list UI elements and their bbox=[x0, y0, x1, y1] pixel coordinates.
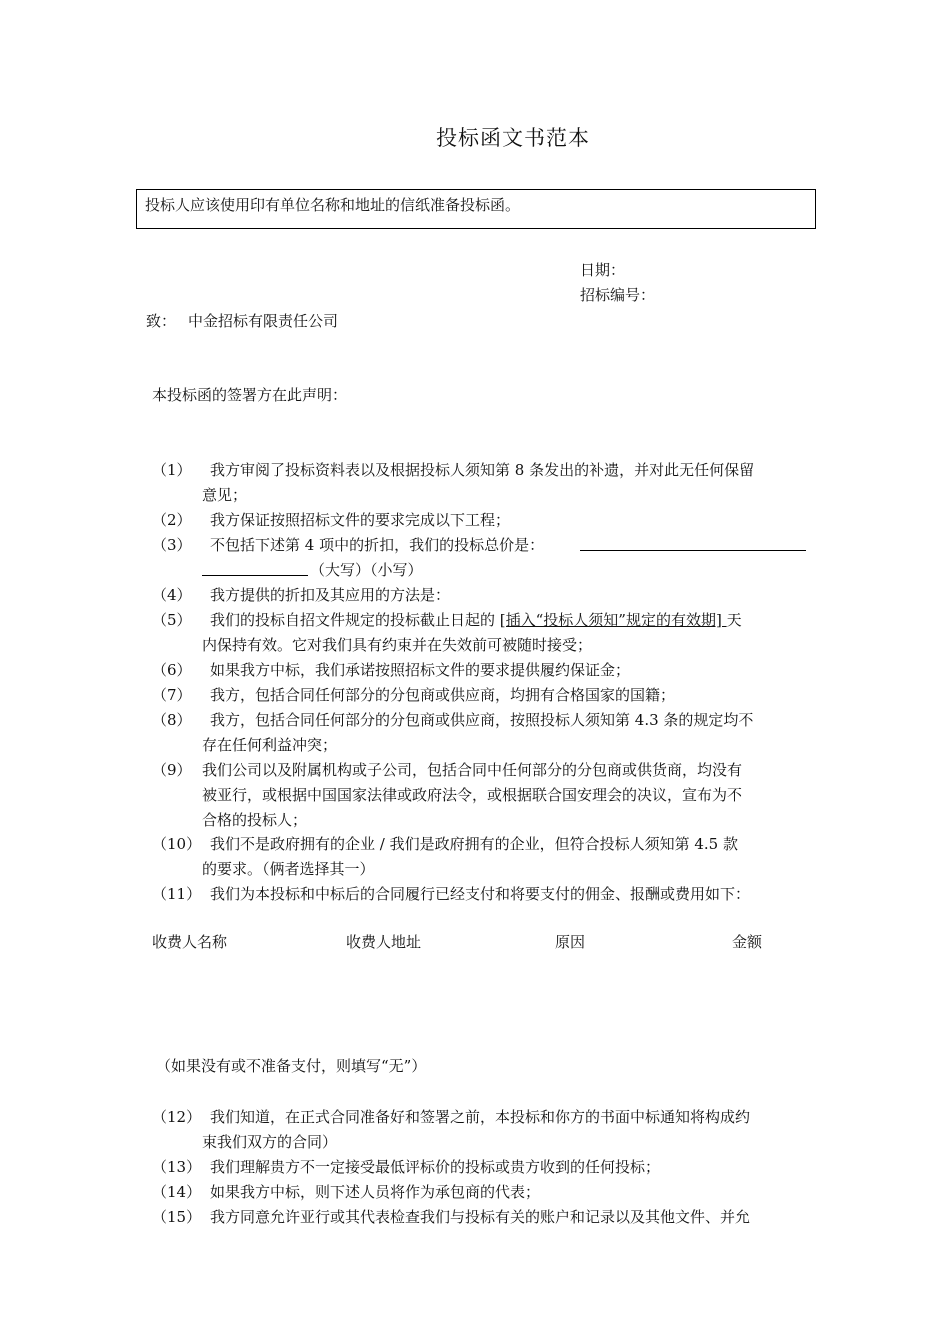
clause-text-cont: （大写）（小写） bbox=[310, 561, 423, 579]
clause-number: （11） bbox=[152, 885, 202, 903]
clause-text: 我们知道，在正式合同准备好和签署之前，本投标和你方的书面中标通知将构成约 bbox=[210, 1108, 751, 1126]
clause-text-cont: 意见； bbox=[202, 486, 248, 504]
clause-text-cont: 内保持有效。它对我们具有约束并在失效前可被随时接受； bbox=[202, 636, 593, 654]
clause-text: 我方同意允许亚行或其代表检查我们与投标有关的账户和记录以及其他文件、并允 bbox=[210, 1208, 751, 1226]
fee-header-reason: 原因 bbox=[555, 933, 586, 951]
clause-number: （5） bbox=[152, 611, 192, 629]
fee-header-payee-name: 收费人名称 bbox=[152, 933, 228, 951]
clause-text: 如果我方中标，则下述人员将作为承包商的代表； bbox=[210, 1183, 541, 1201]
clause-text: 我们为本投标和中标后的合同履行已经支付和将要支付的佣金、报酬或费用如下： bbox=[210, 885, 751, 903]
clause-number: （10） bbox=[152, 835, 202, 853]
clause-text: 我们公司以及附属机构或子公司，包括合同中任何部分的分包商或供货商，均没有 bbox=[202, 761, 743, 779]
clause-text: 不包括下述第 4 项中的折扣，我们的投标总价是： bbox=[210, 536, 545, 554]
clause-text: 我方保证按照招标文件的要求完成以下工程； bbox=[210, 511, 511, 529]
clause-number: （6） bbox=[152, 661, 192, 679]
document-title: 投标函文书范本 bbox=[436, 126, 590, 150]
clause-text-cont: 存在任何利益冲突； bbox=[202, 736, 338, 754]
clause-text: 我方提供的折扣及其应用的方法是： bbox=[210, 586, 451, 604]
clause-number: （13） bbox=[152, 1158, 202, 1176]
clause-number: （1） bbox=[152, 461, 192, 479]
tender-number-label: 招标编号： bbox=[580, 286, 656, 304]
notice-text: 投标人应该使用印有单位名称和地址的信纸准备投标函。 bbox=[145, 196, 521, 214]
fee-header-amount: 金额 bbox=[732, 933, 763, 951]
clause-number: （4） bbox=[152, 586, 192, 604]
clause-text: 如果我方中标，我们承诺按照招标文件的要求提供履约保证金； bbox=[210, 661, 631, 679]
clause-number: （7） bbox=[152, 686, 192, 704]
clause-number: （2） bbox=[152, 511, 192, 529]
clause-text-cont2: 合格的投标人； bbox=[202, 811, 308, 829]
clause-text: 我们理解贵方不一定接受最低评标价的投标或贵方收到的任何投标； bbox=[210, 1158, 661, 1176]
clause-number: （12） bbox=[152, 1108, 202, 1126]
clause-number: （3） bbox=[152, 536, 192, 554]
notice-box bbox=[136, 189, 816, 229]
clause-text: 我方，包括合同任何部分的分包商或供应商，均拥有合格国家的国籍； bbox=[210, 686, 676, 704]
clause-text: 我方，包括合同任何部分的分包商或供应商，按照投标人须知第 4.3 条的规定均不 bbox=[210, 711, 754, 729]
clause-text-cont: 的要求。（俩者选择其一） bbox=[202, 860, 375, 878]
recipient-company: 中金招标有限责任公司 bbox=[188, 312, 339, 330]
clause-text: 我们的投标自招文件规定的投标截止日起的 bbox=[210, 611, 500, 629]
clause-text: 我方审阅了投标资料表以及根据投标人须知第 8 条发出的补遗，并对此无任何保留 bbox=[210, 461, 755, 479]
clause-text: 我们不是政府拥有的企业 / 我们是政府拥有的企业，但符合投标人须知第 4.5 款 bbox=[210, 835, 738, 853]
clause-number: （15） bbox=[152, 1208, 202, 1226]
clause-number: （9） bbox=[152, 761, 192, 779]
recipient-label: 致： bbox=[146, 312, 177, 330]
declaration: 本投标函的签署方在此声明： bbox=[152, 386, 348, 404]
fee-header-payee-address: 收费人地址 bbox=[346, 933, 422, 951]
clause-text-cont: 束我们双方的合同） bbox=[202, 1133, 338, 1151]
validity-insert-field[interactable]: [插入“投标人须知”规定的有效期] bbox=[499, 611, 727, 629]
date-label: 日期： bbox=[580, 261, 626, 279]
total-price-blank-cont bbox=[202, 558, 308, 576]
clause-number: （8） bbox=[152, 711, 192, 729]
none-note: （如果没有或不准备支付，则填写“无”） bbox=[156, 1057, 427, 1075]
clause-text-tail: 天 bbox=[726, 611, 742, 629]
clause-text-cont: 被亚行，或根据中国国家法律或政府法令，或根据联合国安理会的决议，宣布为不 bbox=[202, 786, 743, 804]
clause-number: （14） bbox=[152, 1183, 202, 1201]
total-price-blank bbox=[580, 533, 806, 551]
